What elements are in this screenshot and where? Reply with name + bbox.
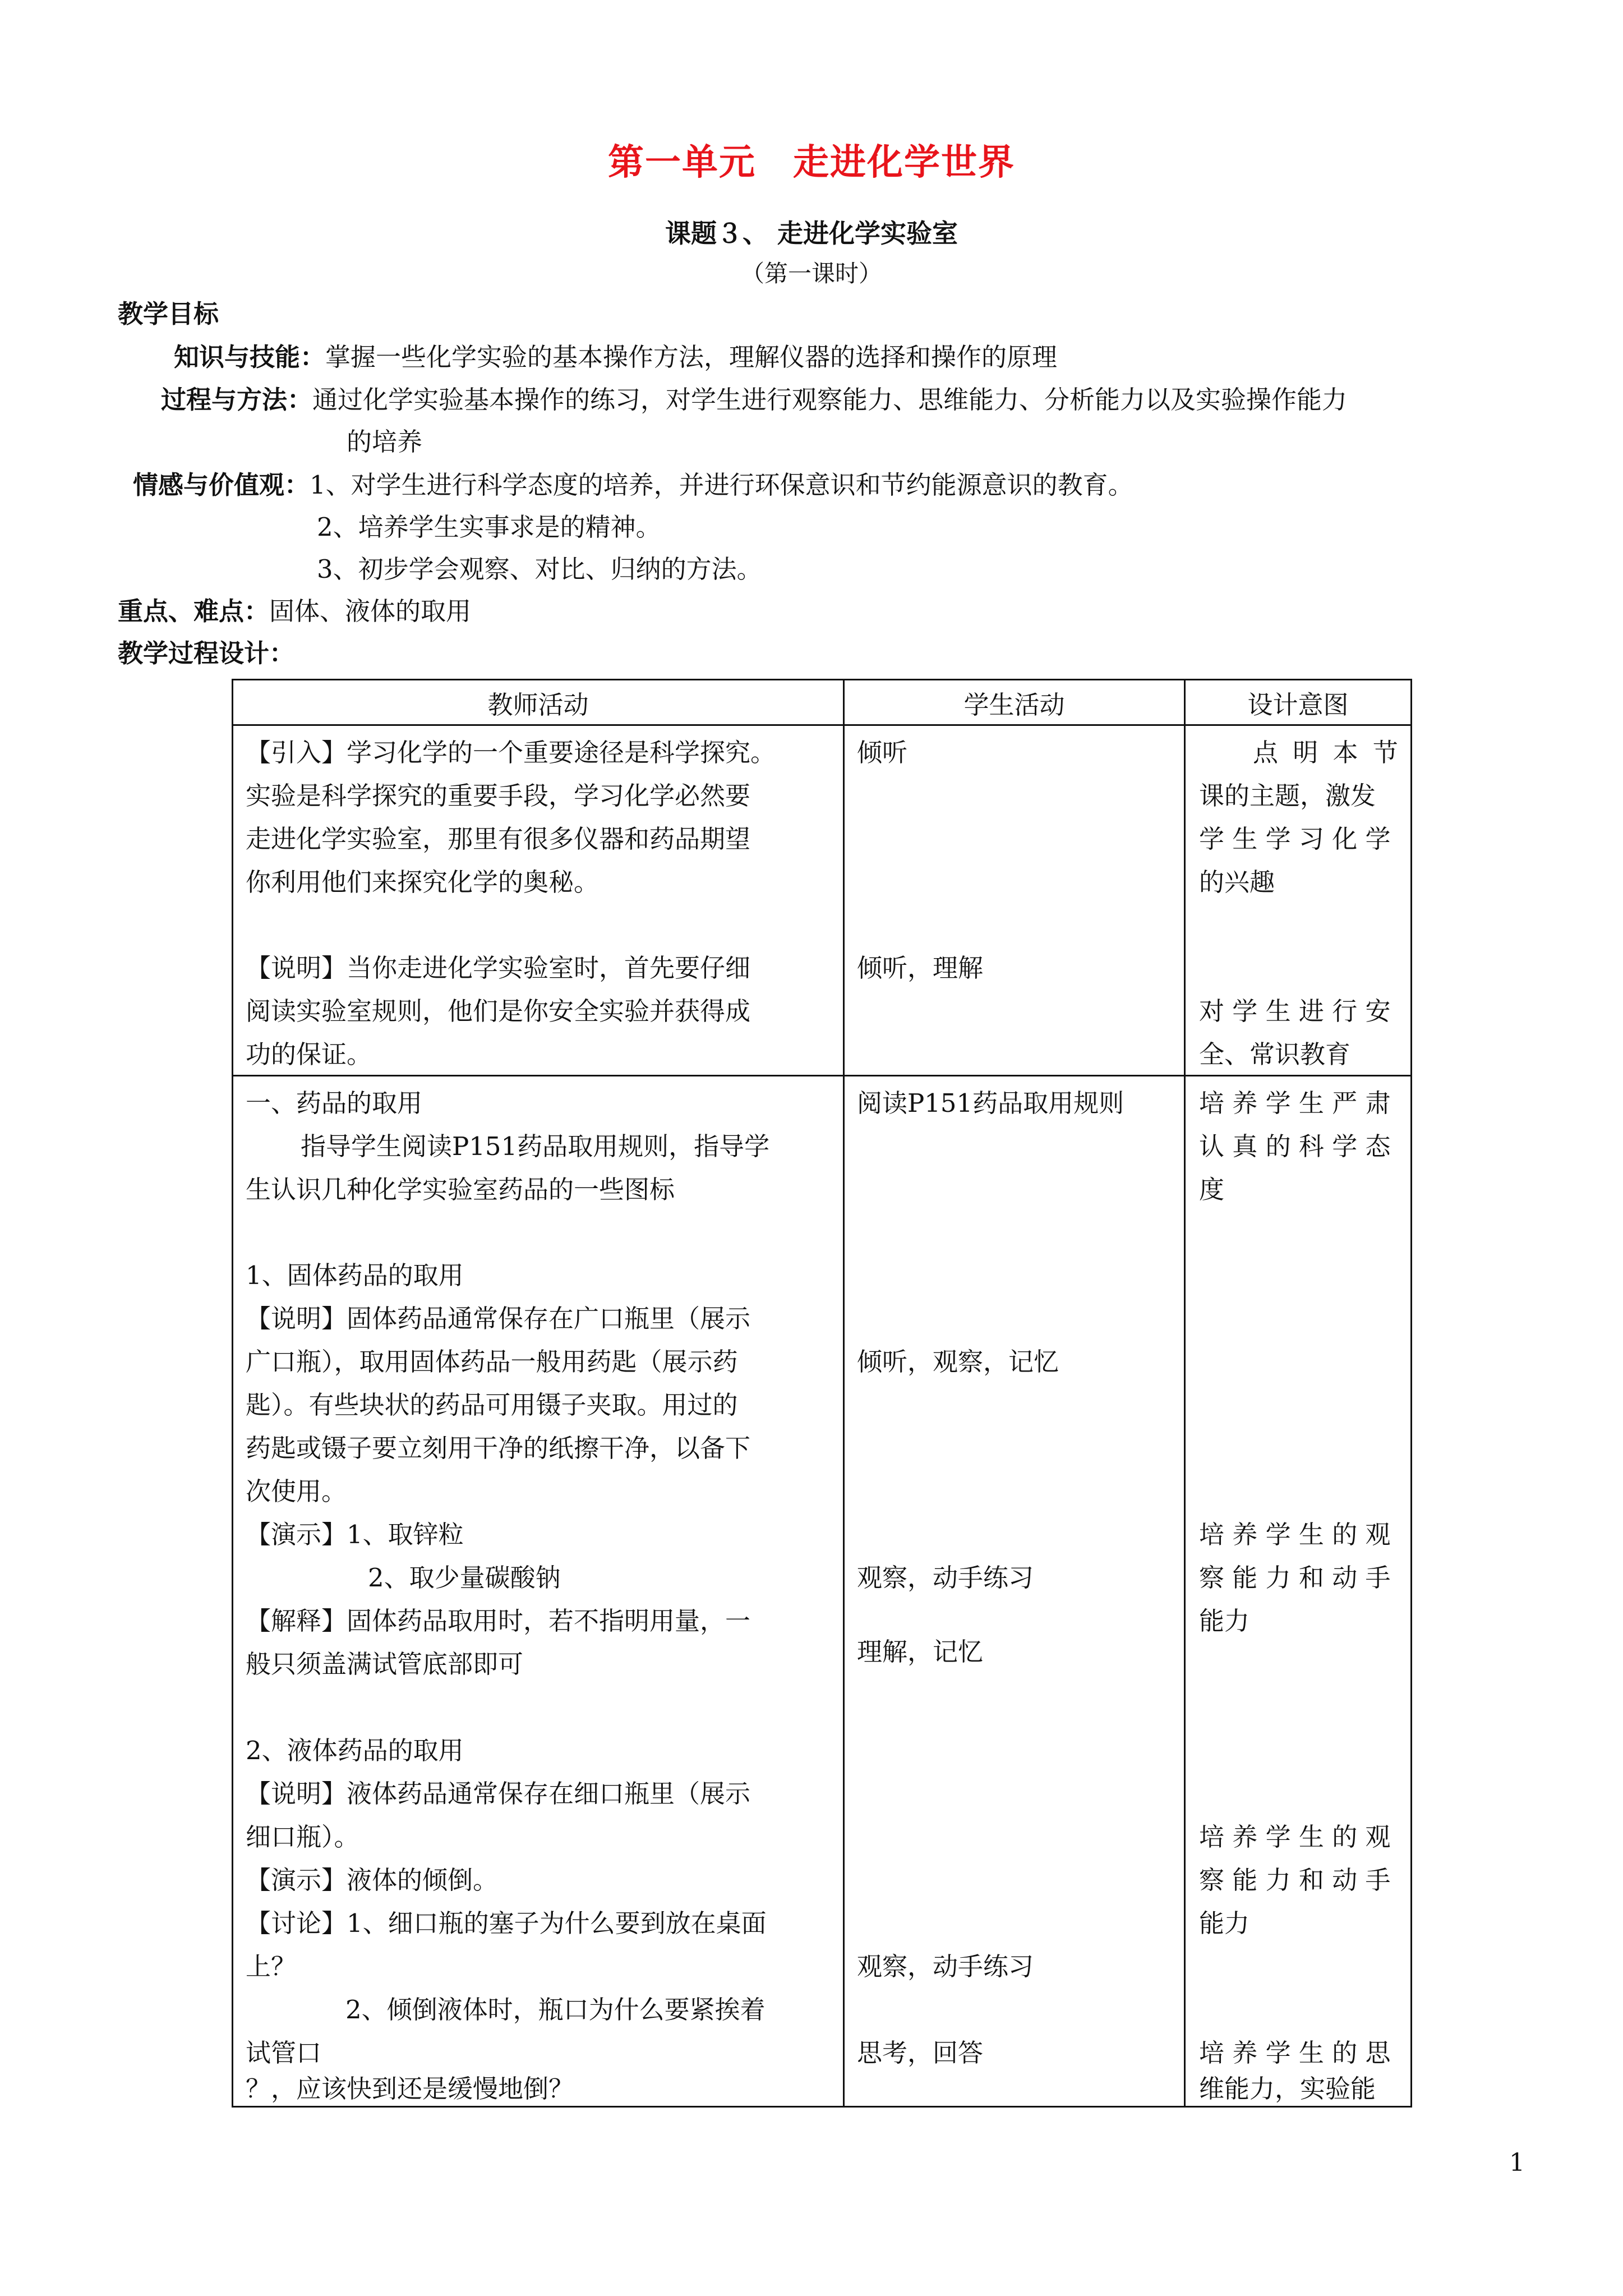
key-text: 固体、液体的取用 [269,596,472,626]
row2-intent-line: 培 养 学 生 严 肃 [1199,1088,1391,1118]
row2-teacher-line: 2、取少量碳酸钠 [368,1563,561,1593]
row2-intent-line: 维能力，实验能 [1199,2074,1376,2104]
row1-intent-line: 对 学 生 进 行 安 [1199,996,1391,1026]
row2-teacher-line: 指导学生阅读P151药品取用规则，指导学 [301,1131,770,1161]
row1-teacher-line: 【引入】学习化学的一个重要途径是科学探究。 [246,738,776,767]
emotion-line [133,468,1133,502]
row1-teacher-line: 功的保证。 [246,1039,372,1069]
row1-teacher-line: 你利用他们来探究化学的奥秘。 [246,867,600,897]
lesson-subtitle: 课题３、 走进化学实验室 [665,218,958,249]
row2-intent-line: 察 能 力 和 动 手 [1199,1563,1391,1593]
design-heading: 教学过程设计： [118,638,295,668]
process-label: 过程与方法： [161,385,313,415]
knowledge-label: 知识与技能： [174,342,326,372]
row2-teacher-line: 一、药品的取用 [246,1088,423,1118]
process-line [161,383,1347,417]
row2-teacher-line: 【演示】液体的倾倒。 [246,1865,499,1895]
row2-teacher-line: 匙）。有些块状的药品可用镊子夹取。用过的 [246,1390,738,1420]
row2-intent-line: 能力 [1199,1606,1250,1636]
unit-title: 第一单元 走进化学世界 [608,141,1015,183]
row2-teacher-cell [233,1076,844,2107]
row2-teacher-line: 【说明】液体药品通常保存在细口瓶里（展示 [246,1779,751,1809]
row2-intent-cell [1185,1076,1412,2107]
row2-teacher-line: 2、倾倒液体时，瓶口为什么要紧挨着 [345,1995,766,2024]
row2-teacher-line: 生认识几种化学实验室药品的一些图标 [246,1175,675,1204]
row2-student-line: 倾听，观察，记忆 [857,1347,1059,1377]
row1-teacher-line: 实验是科学探究的重要手段，学习化学必然要 [246,781,751,811]
row1-intent-line: 全、常识教育 [1199,1039,1351,1069]
knowledge-line [174,341,1057,374]
lesson-period: （第一课时） [740,260,882,287]
row2-intent-line: 能力 [1199,1908,1250,1938]
row2-teacher-line: 2、液体药品的取用 [246,1736,464,1765]
row1-teacher-cell [233,725,844,1076]
row1-intent-line: 的兴趣 [1199,867,1275,897]
row2-intent-line: 认 真 的 科 学 态 [1199,1131,1391,1161]
row1-student-cell [844,725,1185,1076]
row2-intent-line: 度 [1199,1175,1225,1204]
process-text-2: 的培养 [347,427,423,457]
row2-teacher-line: 1、固体药品的取用 [246,1260,464,1290]
table-row [233,725,1412,1076]
row2-teacher-line: 试管口 [246,2038,322,2068]
header-intent: 设计意图 [1185,680,1412,725]
key-label: 重点、难点： [118,596,270,626]
lesson-plan-table [232,679,1412,2108]
row2-student-line: 思考，回答 [857,2038,984,2068]
process-text-1: 通过化学实验基本操作的练习，对学生进行观察能力、思维能力、分析能力以及实验操作能力 [312,385,1348,415]
emotion-item-2: 2、培养学生实事求是的精神。 [317,512,661,542]
row2-teacher-line: 【解释】固体药品取用时，若不指明用量，一 [246,1606,751,1636]
row2-student-line: 观察，动手练习 [857,1952,1034,1981]
row2-teacher-line: 药匙或镊子要立刻用干净的纸擦干净，以备下 [246,1433,751,1463]
emotion-item-1: 1、对学生进行科学态度的培养，并进行环保意识和节约能源意识的教育。 [310,470,1133,500]
row1-teacher-line: 【说明】当你走进化学实验室时，首先要仔细 [246,953,751,983]
row1-student-line: 倾听，理解 [857,953,984,983]
row1-student-line: 倾听 [857,738,908,767]
row2-student-line: 理解，记忆 [857,1637,984,1667]
row1-intent-line: 课的主题，激发 [1199,781,1376,811]
row2-teacher-line: 次使用。 [246,1476,347,1506]
row2-student-cell [844,1076,1185,2107]
key-points-line [118,595,471,628]
header-student: 学生活动 [844,680,1185,725]
row1-intent-cell [1185,725,1412,1076]
page-number: 1 [1509,2148,1525,2177]
row2-teacher-line: 【演示】1、取锌粒 [246,1520,464,1549]
row2-teacher-line: ？，应该快到还是缓慢地倒？ [246,2074,574,2104]
row2-teacher-line: 广口瓶），取用固体药品一般用药匙（展示药 [246,1347,738,1377]
row2-intent-line: 培 养 学 生 的 观 [1199,1822,1391,1852]
row2-student-line: 阅读P151药品取用规则 [857,1088,1124,1118]
header-teacher: 教师活动 [233,680,844,725]
row2-intent-line: 培 养 学 生 的 思 [1199,2038,1391,2068]
row2-student-line: 观察，动手练习 [857,1563,1034,1593]
objectives-heading: 教学目标 [118,299,219,329]
row2-teacher-line: 般只须盖满试管底部即可 [246,1649,524,1679]
row2-intent-line: 培 养 学 生 的 观 [1199,1520,1391,1549]
row2-teacher-line: 【讨论】1、细口瓶的塞子为什么要到放在桌面 [246,1908,767,1938]
emotion-item-3: 3、初步学会观察、对比、归纳的方法。 [317,554,762,584]
row1-teacher-line: 阅读实验室规则，他们是你安全实验并获得成 [246,996,751,1026]
row2-teacher-line: 【说明】固体药品通常保存在广口瓶里（展示 [246,1304,751,1333]
table-row [233,1076,1412,2107]
emotion-label: 情感与价值观： [133,470,310,500]
row2-teacher-line: 细口瓶）。 [246,1822,359,1852]
row1-teacher-line: 走进化学实验室，那里有很多仪器和药品期望 [246,824,751,854]
row2-teacher-line: 上？ [246,1952,297,1981]
row1-intent-line: 学 生 学 习 化 学 [1199,824,1391,854]
table-header-row [233,680,1412,725]
row2-intent-line: 察 能 力 和 动 手 [1199,1865,1391,1895]
row1-intent-line: 点 明 本 节 [1253,738,1401,767]
knowledge-text: 掌握一些化学实验的基本操作方法，理解仪器的选择和操作的原理 [325,342,1058,372]
